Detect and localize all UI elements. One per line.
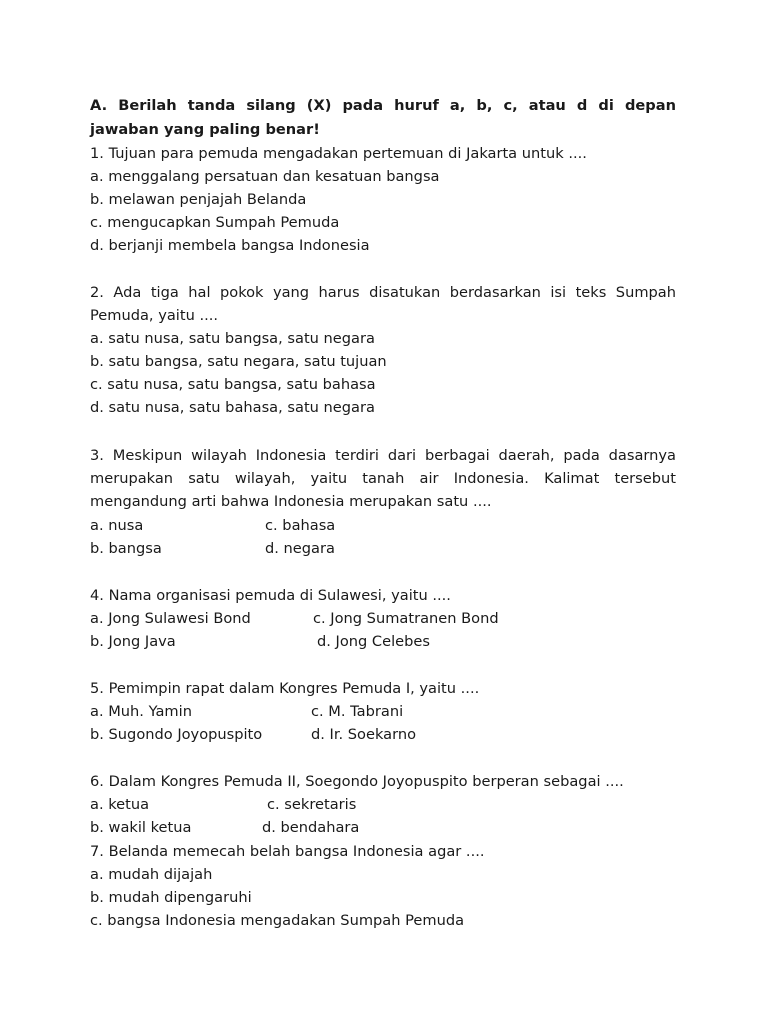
question-5-options-row-1: [90, 702, 676, 722]
question-3-line-1: 3. Meskipun wilayah Indonesia terdiri dari berbagai daerah, pada dasarnya: [90, 447, 676, 464]
question-5-option-a: a. Muh. Yamin: [90, 703, 192, 720]
question-6-option-c: c. sekretaris: [267, 796, 357, 813]
question-4-options-row-2: [90, 632, 676, 652]
question-4-option-b: b. Jong Java: [90, 633, 176, 650]
question-6: 6. Dalam Kongres Pemuda II, Soegondo Joyopuspito berperan sebagai ....: [90, 773, 624, 790]
question-6-options-row-1: [90, 795, 676, 815]
question-4-option-d: d. Jong Celebes: [317, 633, 430, 650]
question-1-option-d: d. berjanji membela bangsa Indonesia: [90, 237, 370, 254]
question-7-option-a: a. mudah dijajah: [90, 866, 213, 883]
question-6-option-b: b. wakil ketua: [90, 819, 192, 836]
question-7-option-c: c. bangsa Indonesia mengadakan Sumpah Pemuda: [90, 912, 465, 929]
question-5: 5. Pemimpin rapat dalam Kongres Pemuda I, yaitu ....: [90, 680, 480, 697]
question-2-option-a: a. satu nusa, satu bangsa, satu negara: [90, 330, 375, 347]
section-heading-line-1: A. Berilah tanda silang (X) pada huruf a, b, c, atau d di depan: [90, 97, 676, 114]
question-1: 1. Tujuan para pemuda mengadakan pertemuan di Jakarta untuk ....: [90, 145, 587, 162]
question-4: 4. Nama organisasi pemuda di Sulawesi, yaitu ....: [90, 587, 451, 604]
question-2-option-c: c. satu nusa, satu bangsa, satu bahasa: [90, 376, 376, 393]
question-5-option-d: d. Ir. Soekarno: [311, 726, 417, 743]
question-2-line-2: Pemuda, yaitu ....: [90, 307, 219, 324]
question-1-option-c: c. mengucapkan Sumpah Pemuda: [90, 214, 340, 231]
question-3-line-3: mengandung arti bahwa Indonesia merupakan satu ....: [90, 493, 492, 510]
question-6-options-row-2: [90, 818, 676, 838]
question-5-option-c: c. M. Tabrani: [311, 703, 404, 720]
question-3-option-d: d. negara: [265, 540, 335, 557]
question-3-options-row-2: [90, 539, 676, 559]
question-5-option-b: b. Sugondo Joyopuspito: [90, 726, 263, 743]
question-5-options-row-2: [90, 725, 676, 745]
question-1-option-b: b. melawan penjajah Belanda: [90, 191, 307, 208]
section-heading-line-2: jawaban yang paling benar!: [90, 121, 320, 138]
question-2-line-1: 2. Ada tiga hal pokok yang harus disatukan berdasarkan isi teks Sumpah: [90, 284, 676, 301]
question-6-option-a: a. ketua: [90, 796, 150, 813]
question-7: 7. Belanda memecah belah bangsa Indonesia agar ....: [90, 843, 485, 860]
question-3-option-a: a. nusa: [90, 517, 144, 534]
question-4-option-a: a. Jong Sulawesi Bond: [90, 610, 251, 627]
question-3-options-row-1: [90, 516, 676, 536]
question-2-option-b: b. satu bangsa, satu negara, satu tujuan: [90, 353, 387, 370]
question-3-option-c: c. bahasa: [265, 517, 336, 534]
question-6-option-d: d. bendahara: [262, 819, 360, 836]
question-4-options-row-1: [90, 609, 676, 629]
question-3-line-2: merupakan satu wilayah, yaitu tanah air Indonesia. Kalimat tersebut: [90, 470, 676, 487]
question-1-option-a: a. menggalang persatuan dan kesatuan bangsa: [90, 168, 440, 185]
question-3-option-b: b. bangsa: [90, 540, 162, 557]
question-2-option-d: d. satu nusa, satu bahasa, satu negara: [90, 399, 375, 416]
question-7-option-b: b. mudah dipengaruhi: [90, 889, 252, 906]
question-4-option-c: c. Jong Sumatranen Bond: [313, 610, 499, 627]
